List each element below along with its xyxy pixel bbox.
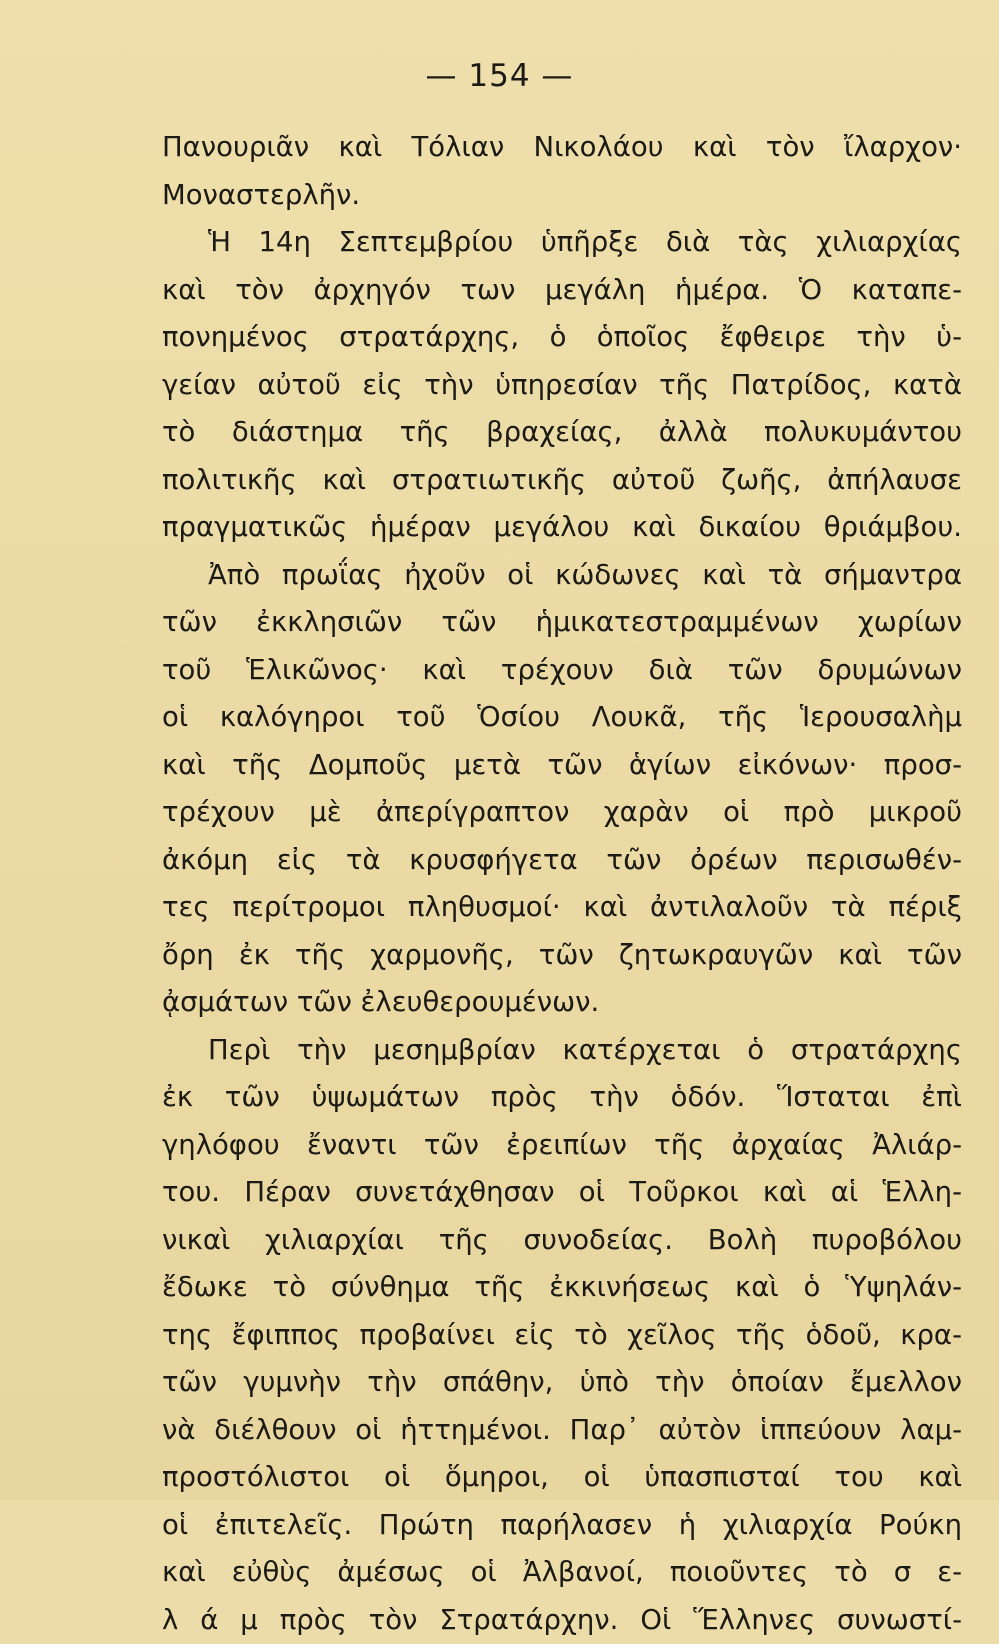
text-line: τῶν γυμνὴν τὴν σπάθην, ὑπὸ τὴν ὁποίαν ἔμελλον bbox=[162, 1359, 962, 1407]
text-line: καὶ τὸν ἀρχηγόν των μεγάλη ἡμέρα. Ὁ καταπε- bbox=[162, 267, 962, 315]
text-line: ἔδωκε τὸ σύνθημα τῆς ἐκκινήσεως καὶ ὁ Ὑψηλάν- bbox=[162, 1264, 962, 1312]
body-text bbox=[162, 124, 962, 1644]
text-line: ἀκόμη εἰς τὰ κρυσφήγετα τῶν ὀρέων περισωθέν- bbox=[162, 837, 962, 885]
text-line: τὸ διάστημα τῆς βραχείας, ἀλλὰ πολυκυμάντου bbox=[162, 409, 962, 457]
text-line: του. Πέραν συνετάχθησαν οἱ Τοῦρκοι καὶ αἱ Ἑλλη- bbox=[162, 1169, 962, 1217]
text-line: οἱ ἐπιτελεῖς. Πρώτη παρήλασεν ἡ χιλιαρχία Ρούκη bbox=[162, 1502, 962, 1550]
text-line: πραγματικῶς ἡμέραν μεγάλου καὶ δικαίου θριάμβου. bbox=[162, 504, 962, 552]
text-line: τῶν ἐκκλησιῶν τῶν ἡμικατεστραμμένων χωρίων bbox=[162, 599, 962, 647]
text-line: Μοναστερλῆν. bbox=[162, 172, 962, 220]
text-line: λ ά μ πρὸς τὸν Στρατάρχην. Οἱ Ἕλληνες συνωστί- bbox=[162, 1597, 962, 1644]
text-line: γηλόφου ἔναντι τῶν ἐρειπίων τῆς ἀρχαίας Ἀλιάρ- bbox=[162, 1122, 962, 1170]
text-line: ᾀσμάτων τῶν ἐλευθερουμένων. bbox=[162, 979, 962, 1027]
text-line: τες περίτρομοι πληθυσμοί· καὶ ἀντιλαλοῦν τὰ πέριξ bbox=[162, 884, 962, 932]
text-line: προστόλιστοι οἱ ὅμηροι, οἱ ὑπασπισταί του καὶ bbox=[162, 1454, 962, 1502]
text-line: Πανουριᾶν καὶ Τόλιαν Νικολάου καὶ τὸν ἴλαρχον· bbox=[162, 124, 962, 172]
text-line: τρέχουν μὲ ἀπερίγραπτον χαρὰν οἱ πρὸ μικροῦ bbox=[162, 789, 962, 837]
text-line: της ἔφιππος προβαίνει εἰς τὸ χεῖλος τῆς ὁδοῦ, κρα- bbox=[162, 1312, 962, 1360]
text-line: Ἀπὸ πρωΐας ἠχοῦν οἱ κώδωνες καὶ τὰ σήμαντρα bbox=[162, 552, 962, 600]
text-line: καὶ εὐθὺς ἀμέσως οἱ Ἀλβανοί, ποιοῦντες τὸ σ ε- bbox=[162, 1549, 962, 1597]
text-line: ὄρη ἐκ τῆς χαρμονῆς, τῶν ζητωκραυγῶν καὶ τῶν bbox=[162, 932, 962, 980]
page-number: — 154 — bbox=[0, 58, 999, 94]
text-line: πολιτικῆς καὶ στρατιωτικῆς αὐτοῦ ζωῆς, ἀπήλαυσε bbox=[162, 457, 962, 505]
text-line: νικαὶ χιλιαρχίαι τῆς συνοδείας. Βολὴ πυροβόλου bbox=[162, 1217, 962, 1265]
text-line: νὰ διέλθουν οἱ ἡττημένοι. Παρ᾽ αὐτὸν ἱππεύουν λαμ- bbox=[162, 1407, 962, 1455]
text-line: ἐκ τῶν ὑψωμάτων πρὸς τὴν ὁδόν. Ἵσταται ἐπὶ bbox=[162, 1074, 962, 1122]
text-line: Ἡ 14η Σεπτεμβρίου ὑπῆρξε διὰ τὰς χιλιαρχίας bbox=[162, 219, 962, 267]
text-line: γείαν αὐτοῦ εἰς τὴν ὑπηρεσίαν τῆς Πατρίδος, κατὰ bbox=[162, 362, 962, 410]
text-line: πονημένος στρατάρχης, ὁ ὁποῖος ἔφθειρε τὴν ὑ- bbox=[162, 314, 962, 362]
text-line: Περὶ τὴν μεσημβρίαν κατέρχεται ὁ στρατάρχης bbox=[162, 1027, 962, 1075]
text-line: οἱ καλόγηροι τοῦ Ὁσίου Λουκᾶ, τῆς Ἱερουσαλὴμ bbox=[162, 694, 962, 742]
text-line: τοῦ Ἑλικῶνος· καὶ τρέχουν διὰ τῶν δρυμώνων bbox=[162, 647, 962, 695]
text-line: καὶ τῆς Δομποῦς μετὰ τῶν ἁγίων εἰκόνων· προσ- bbox=[162, 742, 962, 790]
